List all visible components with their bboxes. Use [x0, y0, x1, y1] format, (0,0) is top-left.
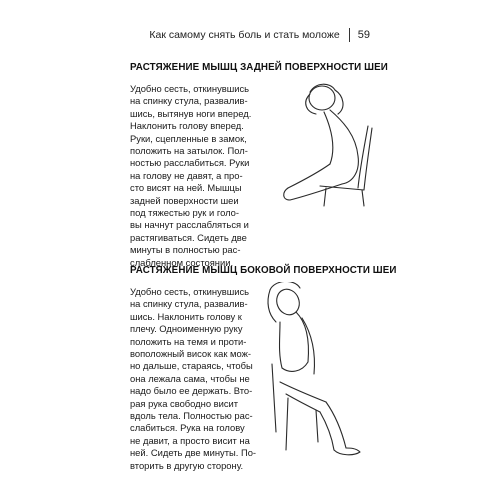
chair-seat — [286, 394, 320, 412]
arm-over-head — [270, 282, 300, 290]
text-line: задней поверхности шеи — [130, 194, 239, 206]
thighs — [280, 382, 326, 402]
waist — [282, 362, 308, 371]
text-line: слабиться. Рука на голову — [130, 422, 245, 434]
clasped-hands — [310, 84, 335, 92]
text-line: она лежала сама, чтобы не — [130, 372, 250, 384]
arm-right — [335, 90, 343, 114]
text-line: минуты в полностью рас- — [130, 244, 241, 256]
section-text-side-neck — [130, 286, 256, 472]
chair-leg-front — [316, 410, 318, 442]
text-line: воположный висок как мож- — [130, 348, 251, 360]
text-line: Наклонить голову вперед. — [130, 120, 244, 132]
text-line: вторить в другую сторону. — [130, 459, 244, 471]
raised-upper-arm — [268, 290, 276, 322]
section-text-back-neck — [130, 83, 251, 269]
text-line: Удобно сесть, откинувшись — [130, 83, 250, 94]
text-line: плечу. Одноименную руку — [130, 323, 243, 335]
leg-lower — [290, 184, 342, 200]
text-line: ней. Сидеть две минуты. По- — [130, 447, 257, 459]
text-line: на голову не давят, а про- — [130, 169, 243, 181]
chair-leg-back — [286, 398, 288, 450]
text-line: шись. Наклонить голову к — [130, 310, 242, 322]
head — [309, 86, 335, 110]
illustration-back-neck-stretch — [280, 78, 380, 208]
text-line: слабленном состоянии. — [130, 256, 234, 268]
text-line: шись, вытянув ноги вперед. — [130, 107, 252, 119]
running-header — [149, 28, 370, 42]
shin-back — [320, 412, 334, 450]
page-number: 59 — [357, 29, 370, 41]
feet — [284, 188, 290, 200]
text-line: вдоль тела. Полностью рас- — [130, 410, 253, 422]
chair-back — [272, 364, 276, 432]
chair-leg-front — [324, 188, 326, 206]
chair-back — [358, 126, 368, 188]
text-line: вы начнут расслабляться и — [130, 219, 249, 231]
torso-front — [324, 112, 333, 164]
running-title: Как самому снять боль и стать моложе — [149, 29, 340, 41]
text-line: Руки, сцепленные в замок, — [130, 132, 247, 144]
section-title-back-neck: РАСТЯЖЕНИЕ МЫШЦ ЗАДНЕЙ ПОВЕРХНОСТИ ШЕИ — [130, 62, 388, 73]
text-line: но дальше, стараясь, чтобы — [130, 360, 253, 372]
illustration-side-neck-stretch — [266, 282, 376, 460]
chair-leg-back — [362, 190, 364, 206]
text-line: Удобно сесть, откинувшись — [130, 286, 250, 297]
shin-front — [326, 402, 346, 448]
text-line: положить на затылок. Пол- — [130, 145, 248, 157]
feet — [334, 448, 360, 455]
header-divider — [349, 28, 350, 42]
torso-back — [330, 110, 358, 184]
leg-upper — [288, 164, 330, 188]
text-line: положить на темя и проти- — [130, 335, 247, 347]
text-line: не давит, а просто висит на — [130, 434, 250, 446]
text-line: сто висят на ней. Мышцы — [130, 182, 242, 194]
head — [273, 286, 303, 318]
text-line: растягиваться. Сидеть две — [130, 231, 247, 243]
text-line: на спинку стула, развалив- — [130, 95, 248, 107]
chair-back-rear — [364, 128, 372, 190]
torso-left — [280, 322, 283, 368]
text-line: рая рука свободно висит — [130, 397, 239, 409]
section-title-side-neck: РАСТЯЖЕНИЕ МЫШЦ БОКОВОЙ ПОВЕРХНОСТИ ШЕИ — [130, 265, 397, 276]
text-line: под тяжестью рук и голо- — [130, 207, 239, 219]
torso-right — [296, 312, 309, 362]
text-line: надо было ее держать. Вто- — [130, 385, 253, 397]
text-line: на спинку стула, развалив- — [130, 298, 248, 310]
text-line: ностью расслабиться. Руки — [130, 157, 250, 169]
